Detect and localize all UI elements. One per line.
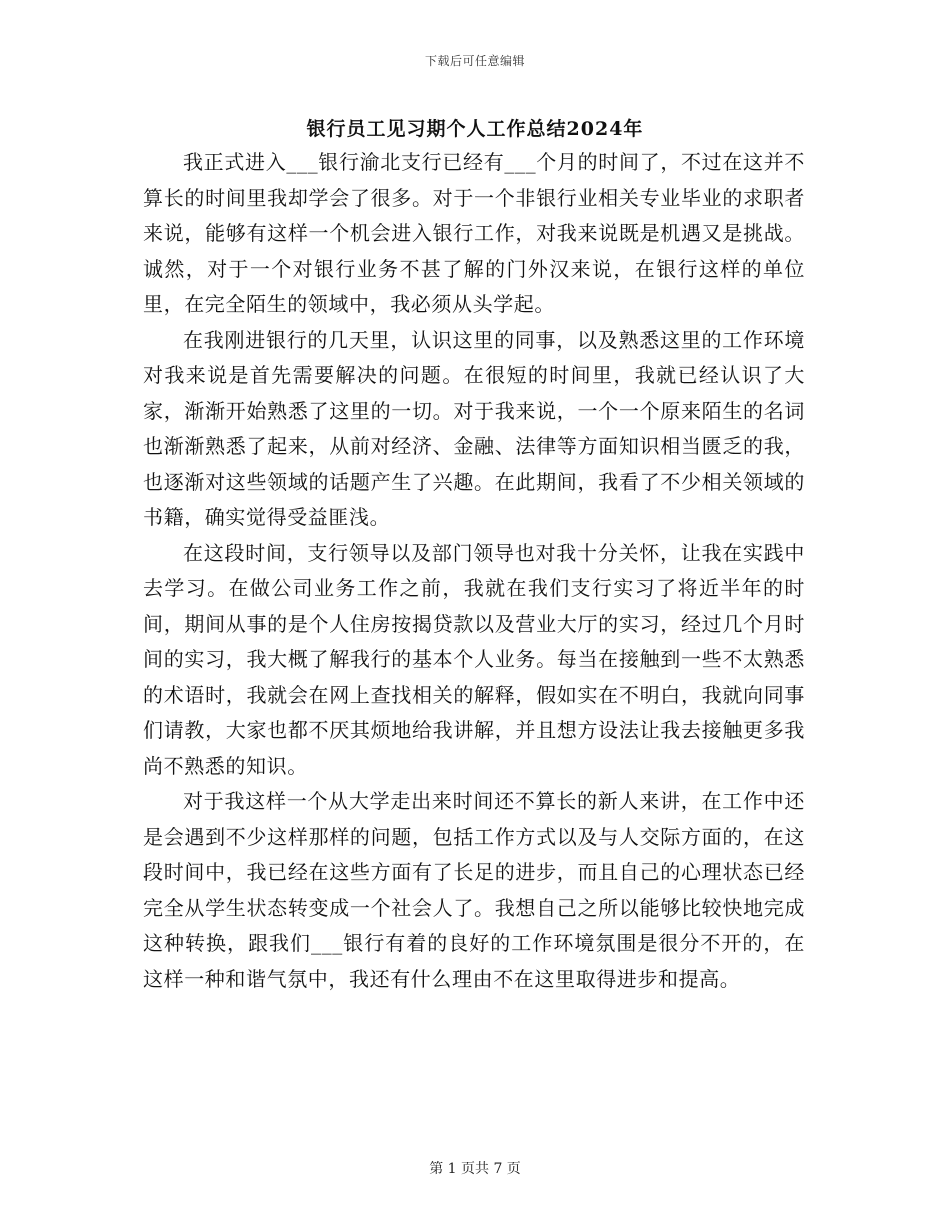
document-body — [143, 145, 805, 997]
document-title: 银行员工见习期个人工作总结2024年 — [306, 118, 644, 140]
paragraph-4: 对于我这样一个从大学走出来时间还不算长的新人来讲，在工作中还是会遇到不少这样那样的问题，包括工作方式以及与人交际方面的，在这段时间中，我已经在这些方面有了长足的进步，而且自己的心理状态已经完全从学生状态转变成一个社会人了。我想自己之所以能够比较快地完成这种转换，跟我们___银行有着的良好的工作环境氛围是很分不开的，在这样一种和谐气氛中，我还有什么理由不在这里取得进步和提高。 — [143, 789, 805, 991]
header-note: 下载后可任意编辑 — [424, 54, 525, 68]
paragraph-2: 在我刚进银行的几天里，认识这里的同事，以及熟悉这里的工作环境对我来说是首先需要解决的问题。在很短的时间里，我就已经认识了大家，渐渐开始熟悉了这里的一切。对于我来说，一个一个原来陌生的名词也渐渐熟悉了起来，从前对经济、金融、法律等方面知识相当匮乏的我，也逐渐对这些领域的话题产生了兴趣。在此期间，我看了不少相关领域的书籍，确实觉得受益匪浅。 — [143, 327, 805, 529]
paragraph-1: 我正式进入___银行渝北支行已经有___个月的时间了，不过在这并不算长的时间里我却学会了很多。对于一个非银行业相关专业毕业的求职者来说，能够有这样一个机会进入银行工作，对我来说既是机遇又是挑战。诚然，对于一个对银行业务不甚了解的门外汉来说，在银行这样的单位里，在完全陌生的领域中，我必须从头学起。 — [143, 150, 805, 316]
paragraph-3: 在这段时间，支行领导以及部门领导也对我十分关怀，让我在实践中去学习。在做公司业务工作之前，我就在我们支行实习了将近半年的时间，期间从事的是个人住房按揭贷款以及营业大厅的实习，经过几个月时间的实习，我大概了解我行的基本个人业务。每当在接触到一些不太熟悉的术语时，我就会在网上查找相关的解释，假如实在不明白，我就向同事们请教，大家也都不厌其烦地给我讲解，并且想方设法让我去接触更多我尚不熟悉的知识。 — [143, 540, 805, 778]
page-number: 第 1 页共 7 页 — [429, 1161, 521, 1177]
